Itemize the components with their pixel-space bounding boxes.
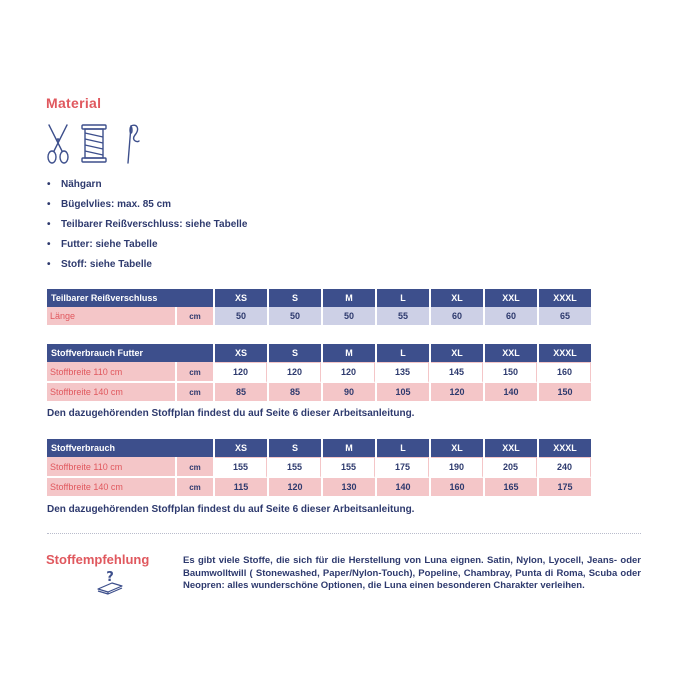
row-label: Stoffbreite 110 cm: [47, 362, 175, 383]
table-row: [47, 362, 591, 383]
table-cell: 85: [269, 383, 321, 403]
size-header: L: [377, 344, 429, 362]
table-cell: 155: [215, 457, 267, 478]
table-cell: 120: [269, 478, 321, 498]
list-item: • Nähgarn: [47, 179, 102, 190]
row-label: Stoffbreite 140 cm: [47, 383, 175, 403]
material-list: [47, 177, 247, 277]
unit-label: cm: [177, 478, 213, 498]
recommendation-title: Stoffempfehlung: [46, 552, 150, 567]
list-item: • Stoff: siehe Tabelle: [47, 259, 152, 270]
scissors-icon: [48, 125, 68, 163]
table-cell: 150: [485, 362, 537, 383]
size-header: XS: [215, 439, 267, 457]
list-item: • Teilbarer Reißverschluss: siehe Tabelle: [47, 219, 248, 230]
size-header: M: [323, 289, 375, 307]
table-cell: 120: [323, 362, 375, 383]
unit-label: cm: [177, 457, 213, 478]
table-cell: 50: [323, 307, 375, 327]
table-header-row: [47, 439, 591, 457]
table-cell: 90: [323, 383, 375, 403]
recommendation-text: Es gibt viele Stoffe, die sich für die Herstellung von Luna eignen. Satin, Nylon, Lyocell, Jeans- oder Baumwolltwill ( Stonewashed, Paper/Nylon-Touch), Popeline, Chambray, Punta di Roma, Scuba oder Neopren: alles wunderschöne Optionen, die Luna einen besonderen Charakter verleihen.: [183, 555, 641, 591]
table-cell: 190: [431, 457, 483, 478]
size-header: XL: [431, 289, 483, 307]
fabric-question-icon: [95, 567, 125, 595]
size-header: XS: [215, 344, 267, 362]
size-header: XXXL: [539, 344, 591, 362]
fabric-table: [45, 439, 593, 498]
unit-label: cm: [177, 307, 213, 327]
table-cell: 120: [269, 362, 321, 383]
list-item: • Futter: siehe Tabelle: [47, 239, 158, 250]
table-cell: 105: [377, 383, 429, 403]
table-cell: 120: [215, 362, 267, 383]
thread-spool-icon: [82, 125, 106, 162]
size-header: XXL: [485, 289, 537, 307]
table-row: [47, 478, 591, 498]
zipper-table: [45, 289, 593, 327]
table-row: [47, 383, 591, 403]
size-header: XXXL: [539, 289, 591, 307]
size-header: XL: [431, 439, 483, 457]
table-header-row: [47, 289, 591, 307]
table-row: [47, 307, 591, 327]
table-cell: 140: [485, 383, 537, 403]
size-header: L: [377, 289, 429, 307]
material-title: Material: [46, 95, 102, 111]
table-cell: 150: [539, 383, 591, 403]
table-cell: 60: [485, 307, 537, 327]
table-cell: 55: [377, 307, 429, 327]
sewing-tools-icons: [45, 123, 145, 165]
table-cell: 155: [323, 457, 375, 478]
table-cell: 240: [539, 457, 591, 478]
table-header: Teilbarer Reißverschluss: [47, 289, 213, 307]
table-cell: 205: [485, 457, 537, 478]
table-cell: 160: [539, 362, 591, 383]
size-header: M: [323, 344, 375, 362]
section-divider: [47, 533, 641, 534]
row-label: Länge: [47, 307, 175, 327]
size-header: S: [269, 439, 321, 457]
lining-table: [45, 344, 593, 403]
unit-label: cm: [177, 362, 213, 383]
row-label: Stoffbreite 110 cm: [47, 457, 175, 478]
table-cell: 65: [539, 307, 591, 327]
row-label: Stoffbreite 140 cm: [47, 478, 175, 498]
table-cell: 130: [323, 478, 375, 498]
table-cell: 175: [377, 457, 429, 478]
table-cell: 155: [269, 457, 321, 478]
table-cell: 145: [431, 362, 483, 383]
table-cell: 165: [485, 478, 537, 498]
table-cell: 175: [539, 478, 591, 498]
size-header: XS: [215, 289, 267, 307]
table-cell: 50: [215, 307, 267, 327]
size-header: XL: [431, 344, 483, 362]
list-item: • Bügelvlies: max. 85 cm: [47, 199, 172, 210]
size-header: XXXL: [539, 439, 591, 457]
table-cell: 135: [377, 362, 429, 383]
stoffplan-note: Den dazugehörenden Stoffplan findest du auf Seite 6 dieser Arbeitsanleitung.: [47, 408, 415, 419]
size-header: S: [269, 344, 321, 362]
table-row: [47, 457, 591, 478]
table-header: Stoffverbrauch: [47, 439, 213, 457]
size-header: L: [377, 439, 429, 457]
unit-label: cm: [177, 383, 213, 403]
table-header-row: [47, 344, 591, 362]
needle-icon: [128, 125, 139, 163]
table-cell: 160: [431, 478, 483, 498]
svg-text:?: ?: [106, 570, 114, 585]
table-cell: 50: [269, 307, 321, 327]
table-cell: 120: [431, 383, 483, 403]
table-cell: 85: [215, 383, 267, 403]
size-header: XXL: [485, 344, 537, 362]
table-cell: 115: [215, 478, 267, 498]
size-header: XXL: [485, 439, 537, 457]
stoffplan-note: Den dazugehörenden Stoffplan findest du auf Seite 6 dieser Arbeitsanleitung.: [47, 504, 415, 515]
table-cell: 140: [377, 478, 429, 498]
table-header: Stoffverbrauch Futter: [47, 344, 213, 362]
table-cell: 60: [431, 307, 483, 327]
size-header: M: [323, 439, 375, 457]
size-header: S: [269, 289, 321, 307]
